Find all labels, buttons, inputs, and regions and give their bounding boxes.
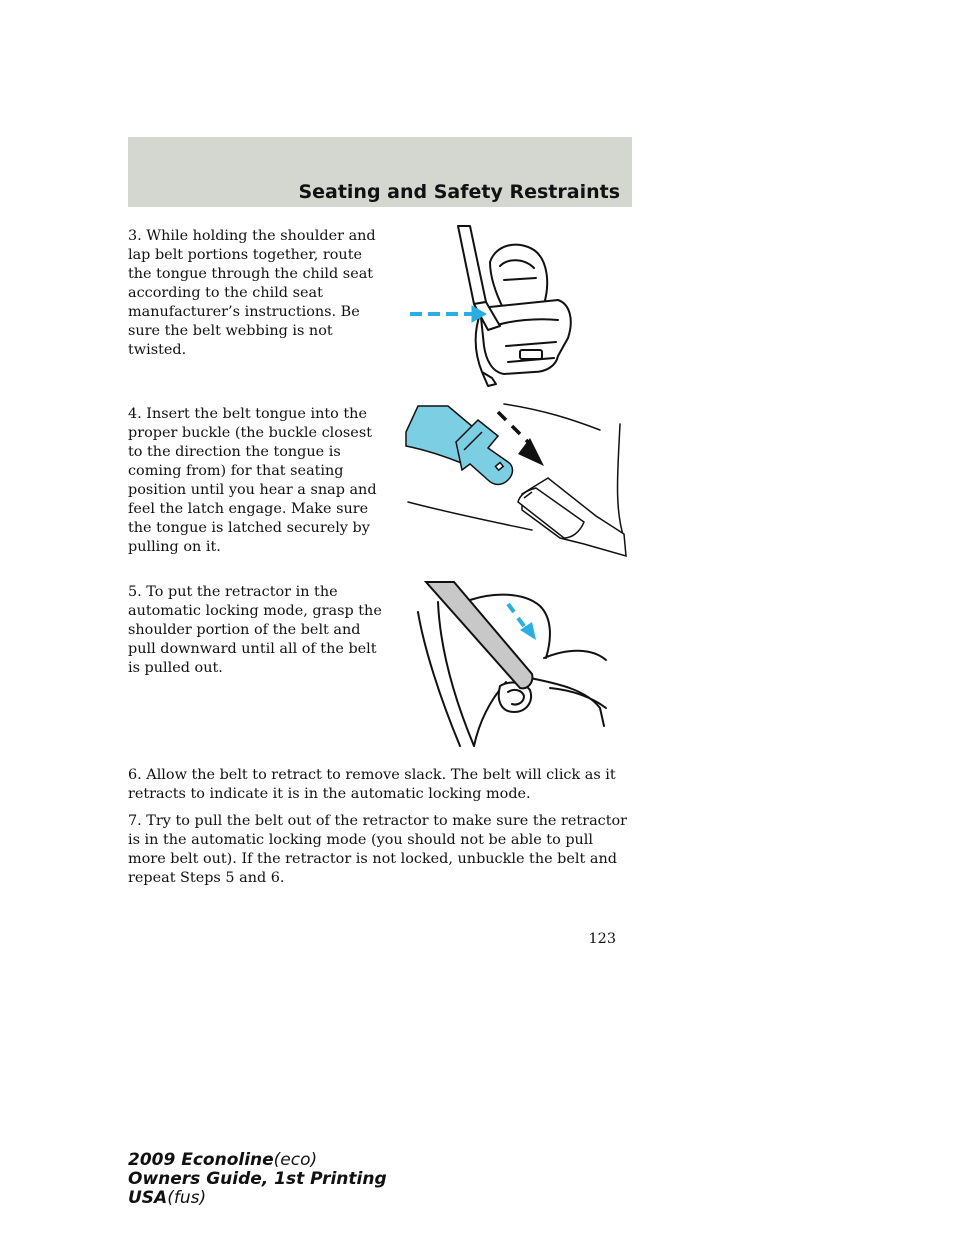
footer-model-line [128, 1151, 387, 1170]
footer-region: USA [128, 1188, 168, 1208]
section-title: Seating and Safety Restraints [298, 181, 620, 203]
step-7-text: 7. Try to pull the belt out of the retractor to make sure the retractor is in the automatic locking mode (you should not be able to pull more belt out). If the retractor is not locked, unbuckle the belt and repeat Steps 5 and 6. [128, 813, 628, 886]
document-footer [128, 1151, 387, 1208]
footer-guide: Owners Guide, 1st Printing [128, 1169, 387, 1189]
child-seat-routing-illustration [408, 222, 584, 388]
footer-region-code: (fus) [167, 1188, 207, 1208]
footer-model-code: (eco) [273, 1150, 318, 1170]
step-6-text: 6. Allow the belt to retract to remove slack. The belt will click as it retracts to indicate it is in the automatic locking mode. [128, 767, 616, 802]
step-4-text: 4. Insert the belt tongue into the proper buckle (the buckle closest to the direction the tongue is coming from) for that seating position until you hear a snap and feel the latch engage. Make sure the tongue is latched securely by pulling on it. [128, 406, 377, 555]
page-number: 123 [588, 931, 616, 947]
step-3-text: 3. While holding the shoulder and lap belt portions together, route the tongue through the child seat according to the child seat manufacturer’s instructions. Be sure the belt webbing is not twisted. [128, 228, 376, 358]
footer-guide-line [128, 1170, 387, 1189]
footer-region-line [128, 1189, 387, 1208]
footer-model: 2009 Econoline [128, 1150, 274, 1170]
buckle-insert-illustration [404, 398, 634, 570]
step-5-text: 5. To put the retractor in the automatic locking mode, grasp the shoulder portion of the belt and pull downward until all of the belt is pulled out. [128, 584, 382, 676]
retractor-pull-illustration [410, 578, 610, 750]
section-header-band [128, 137, 632, 207]
